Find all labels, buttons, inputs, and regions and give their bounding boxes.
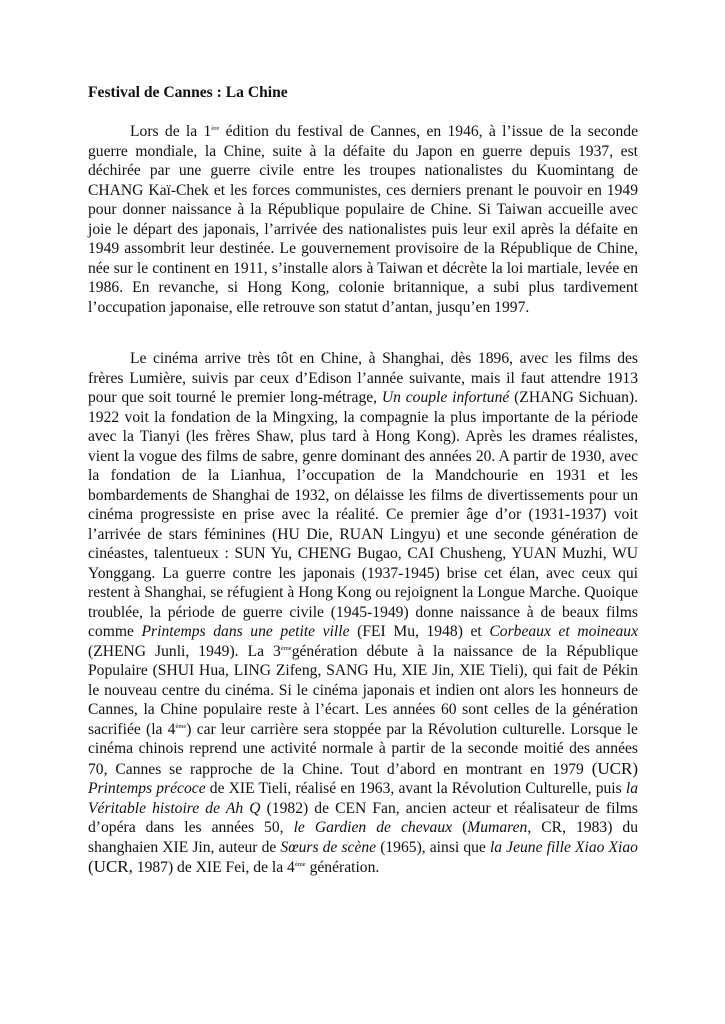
page-title: Festival de Cannes : La Chine [88, 84, 288, 101]
ordinal-superscript: ème [280, 644, 292, 652]
ordinal-superscript: ème [175, 722, 187, 730]
text-run: (1982) de CEN Fan, ancien acteur et réalisateur de films d’opéra dans les années 50, [88, 799, 638, 836]
italic-title-text: le Gardien de chevaux [293, 819, 453, 836]
text-run: génération débute à la naissance de la République Populaire (SHUI Hua, LING Zifeng, SANG Hu, XIE Jin, XIE Tieli), qui fait de Pékin le nouveau centre du cinéma. Si le cinéma japonais et indien ont alors les honneurs de Cannes, la Chine populaire reste à l’écart. Les années 60 sont celles de la génération sacrifiée (la 4 [88, 642, 638, 738]
text-run: ) car leur carrière sera stoppée par la Révolution culturelle. Lorsque le cinéma chinois reprend une activité normale à partir de la seconde moitié des années 70, Cannes se rapproche de la Chine. Tout d’abord en montrant en 1979 [88, 720, 638, 778]
italic-title-text: Printemps précoce [88, 780, 206, 797]
text-run: édition du festival de Cannes, en 1946, à l’issue de la seconde guerre mondiale, la Chine, suite à la défaite du Japon en guerre depuis 1937, est déchirée par une guerre civile entre les troupes nationalistes du Kuomintang de CHANG Kaï-Chek et les forces communistes, ces derniers prenant le pouvoir en 1949 pour donner naissance à la République populaire de Chine. Si Taiwan accueille avec joie le départ des japonais, l’arrivée des nationalistes puis leur exil après la défaite en 1949 assombrit leur destinée. Le gouvernement provisoire de la République de Chine, née sur le continent en 1911, s’installe alors à Taiwan et décrète la loi martiale, levée en 1986. En revanche, si Hong Kong, colonie britannique, a subi plus tardivement l’occupation japonaise, elle retrouve son statut d’antan, jusqu’en 1997. [88, 123, 638, 316]
text-run: (ZHANG Sichuan). 1922 voit la fondation de la Mingxing, la compagnie la plus importante de la période avec la Tianyi (les frères Shaw, plus tard à Hong Kong). Après les drames réalistes, vient la vogue des films de sabre, genre dominant des années 20. A partir de 1930, avec la fondation de la Lianhua, l’occupation de la Mandchourie en 1931 et les bombardements de Shanghai de 1932, on délaisse les films de divertissements pour un cinéma progressiste en prise avec la réalité. Ce premier âge d’or (1931-1937) voit l’arrivée de stars féminines (HU Die, RUAN Lingyu) et une seconde génération de cinéastes, talentueux : SUN Yu, CHENG Bugao, CAI Chusheng, YUAN Muzhi, WU Yonggang. La guerre contre les japonais (1937-1945) brise cet élan, avec ceux qui restent à Shanghai, se réfugient à Hong Kong ou rejoignent la Longue Marche. Quoique troublée, la période de guerre civile (1945-1949) donne naissance à de beaux films comme [88, 389, 638, 640]
text-run: ( [452, 819, 468, 836]
text-run: (UCR) [591, 758, 638, 778]
text-run: (UCR, [88, 857, 133, 876]
italic-title-text: Un couple infortuné [381, 389, 510, 406]
text-run: (ZHENG Junli, 1949). La 3 [88, 642, 281, 660]
text-run: de XIE Tieli, réalisé en 1963, avant la Révolution Culturelle, puis [205, 780, 626, 797]
italic-title-text: Corbeaux et moineaux [489, 623, 638, 640]
ordinal-superscript: ème [294, 861, 306, 868]
paragraph-cinema-history [88, 349, 638, 878]
text-run: génération. [305, 859, 380, 876]
text-run: 1987) de XIE Fei, de la 4 [132, 859, 295, 876]
italic-title-text: la Véritable histoire de Ah Q [88, 780, 638, 817]
paragraph-intro [88, 122, 638, 317]
text-run: (FEI Mu, 1948) et [349, 623, 490, 640]
italic-title-text: la Jeune fille Xiao Xiao [489, 838, 638, 856]
italic-title-text: Printemps dans une petite ville [141, 623, 350, 640]
italic-title-text: Mumaren [467, 819, 528, 836]
text-run: Lors de la 1 [130, 123, 212, 140]
text-run: (1965), ainsi que [376, 838, 490, 856]
text-run: Le cinéma arrive très tôt en Chine, à Shanghai, dès 1896, avec les films des frères Lumière, suivis par ceux d’Edison l’année suivante, mais il faut attendre 1913 pour que soit tourné le premier long-métrage, [88, 350, 638, 406]
text-run: , CR, 1983) du shanghaien XIE Jin, auteur de [88, 819, 638, 856]
ordinal-superscript: ère [211, 125, 220, 132]
italic-title-text: Sœurs de scène [280, 838, 377, 856]
